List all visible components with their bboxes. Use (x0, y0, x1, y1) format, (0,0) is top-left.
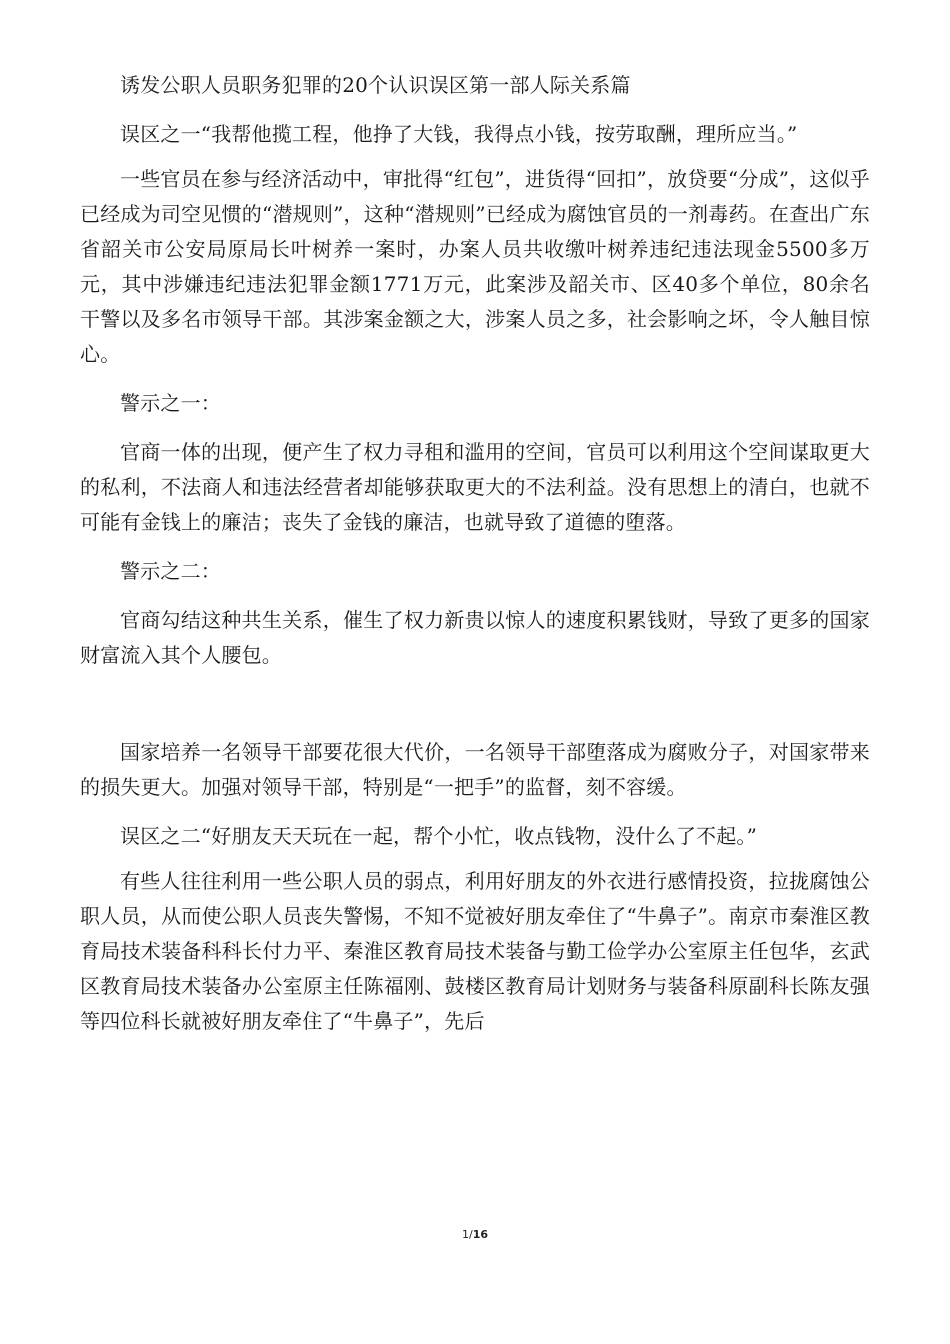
warning-2-heading: 警示之二： (120, 559, 221, 583)
document-page (80, 68, 870, 1039)
document-title: 诱发公职人员职务犯罪的20个认识误区第一部人际关系篇 (120, 73, 631, 97)
body-paragraph: 官商一体的出现，便产生了权力寻租和滥用的空间，官员可以利用这个空间谋取更大的私利，不法商人和违法经营者却能够获取更大的不法利益。没有思想上的清白，也就不可能有金钱上的廉洁；丧失了金钱的廉洁，也就导致了道德的堕落。 (80, 440, 870, 534)
page-total: 16 (472, 1228, 489, 1241)
body-paragraph: 国家培养一名领导干部要花很大代价，一名领导干部堕落成为腐败分子，对国家带来的损失更大。加强对领导干部，特别是“一把手”的监督，刻不容缓。 (80, 740, 870, 799)
misconception-1-heading: 误区之一“我帮他揽工程，他挣了大钱，我得点小钱，按劳取酬，理所应当。” (120, 122, 798, 146)
misconception-2-heading: 误区之二“好朋友天天玩在一起，帮个小忙，收点钱物，没什么了不起。” (120, 824, 758, 848)
warning-1-heading: 警示之一： (120, 391, 221, 415)
body-paragraph: 有些人往往利用一些公职人员的弱点，利用好朋友的外衣进行感情投资，拉拢腐蚀公职人员，从而使公职人员丧失警惕，不知不觉被好朋友牵住了“牛鼻子”。南京市秦淮区教育局技术装备科科长付力平、秦淮区教育局技术装备与勤工俭学办公室原主任包华，玄武区教育局技术装备办公室原主任陈福刚、鼓楼区教育局计划财务与装备科原副科长陈友强等四位科长就被好朋友牵住了“牛鼻子”，先后 (80, 869, 870, 1033)
body-paragraph: 一些官员在参与经济活动中，审批得“红包”，进货得“回扣”，放贷要“分成”，这似乎已经成为司空见惯的“潜规则”，这种“潜规则”已经成为腐蚀官员的一剂毒药。在查出广东省韶关市公安局原局长叶树养一案时，办案人员共收缴叶树养违纪违法现金5500多万元，其中涉嫌违纪违法犯罪金额1771万元，此案涉及韶关市、区40多个单位，80余名干警以及多名市领导干部。其涉案金额之大，涉案人员之多，社会影响之坏，令人触目惊心。 (80, 167, 870, 366)
page-number (0, 1228, 950, 1241)
body-paragraph: 官商勾结这种共生关系，催生了权力新贵以惊人的速度积累钱财，导致了更多的国家财富流入其个人腰包。 (80, 608, 870, 667)
page-current: 1/ (461, 1228, 473, 1241)
